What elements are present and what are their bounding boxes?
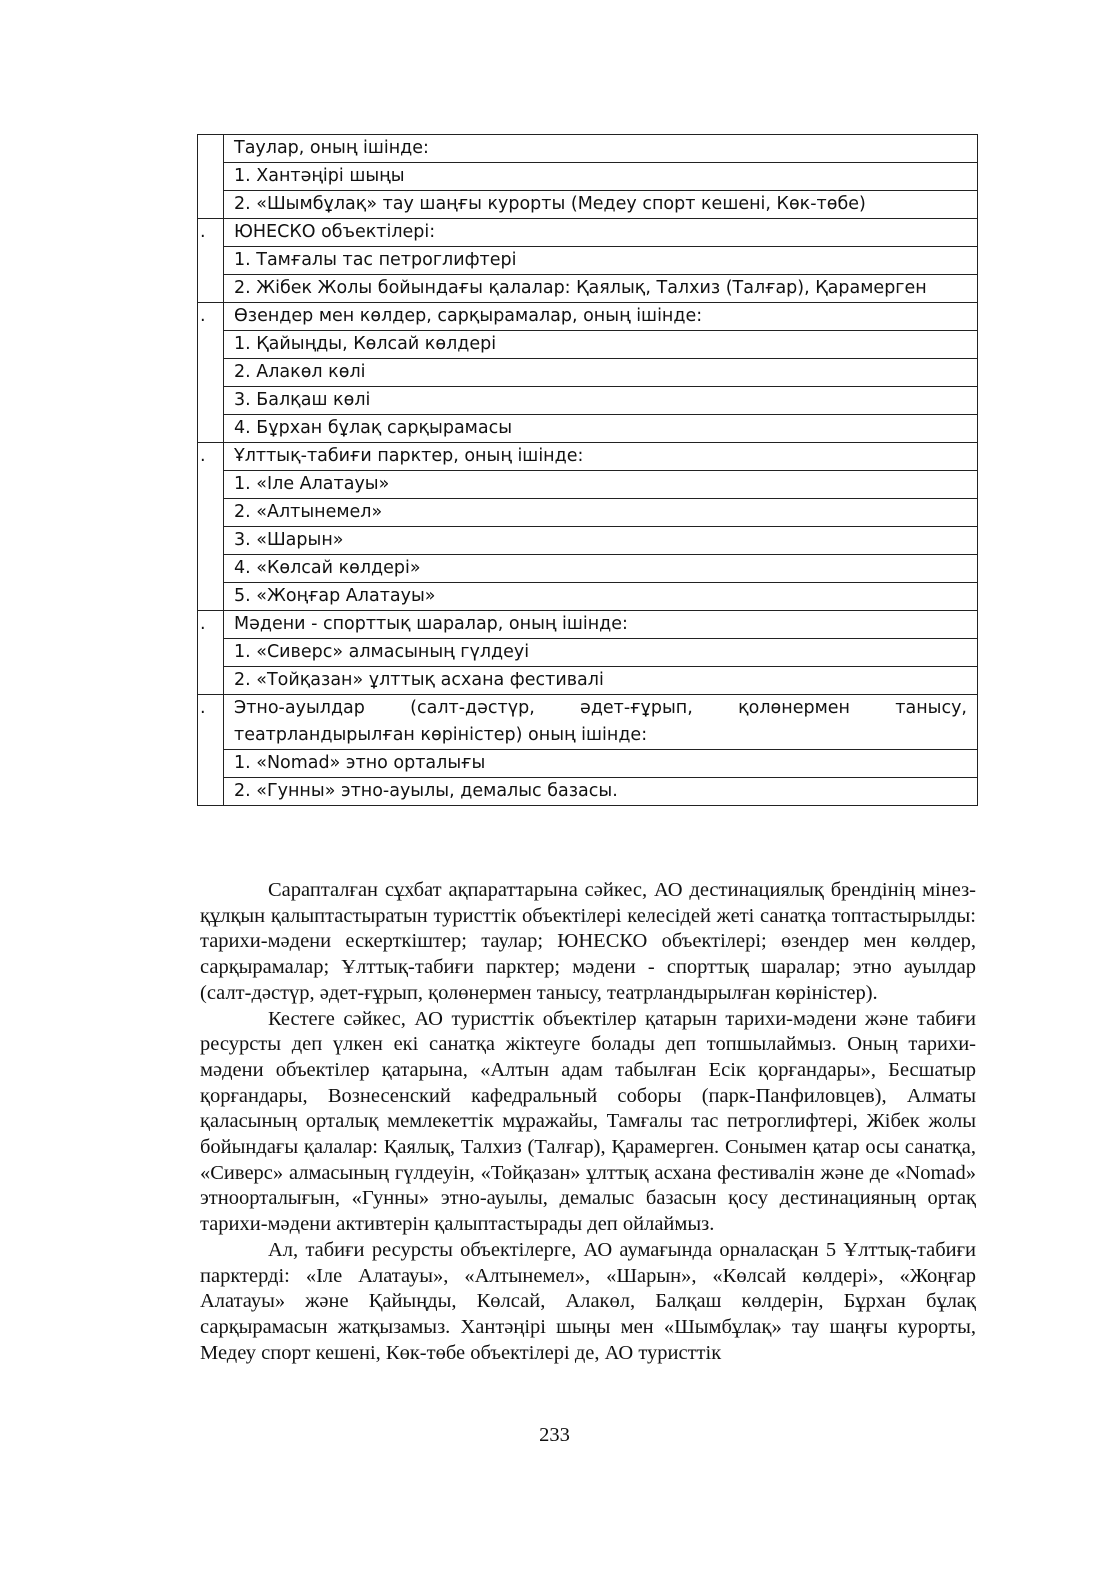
item-cell: 2. «Гунны» этно-ауылы, демалыс базасы. xyxy=(224,778,978,806)
row-number-cell xyxy=(198,778,224,806)
category-heading-cell: Мәдени - спорттық шаралар, оның ішінде: xyxy=(224,611,978,639)
table-row xyxy=(198,303,978,331)
row-marker: . xyxy=(200,698,206,718)
table-row xyxy=(198,471,978,499)
row-number-cell xyxy=(198,611,224,639)
table-row xyxy=(198,387,978,415)
row-marker: . xyxy=(200,446,206,466)
table-row xyxy=(198,639,978,667)
row-marker: . xyxy=(200,222,206,242)
row-number-cell xyxy=(198,499,224,527)
table-row xyxy=(198,415,978,443)
page-number: 233 xyxy=(539,1424,570,1446)
category-heading-cell: ЮНЕСКО объектілері: xyxy=(224,219,978,247)
table-row xyxy=(198,443,978,471)
row-number-cell xyxy=(198,359,224,387)
row-number-cell xyxy=(198,163,224,191)
row-number-cell xyxy=(198,415,224,443)
paragraph-3: Ал, табиғи ресурсты объектілерге, АО аумағында орналасқан 5 Ұлттық-табиғи парктерді: «Іле Алатауы», «Алтынемел», «Шарын», «Көлсай көлдері», «Жоңғар Алатауы» және Қайыңды, Көлсай, Алакөл, Балқаш көлдерін, Бұрхан бұлақ сарқырамасын жатқызамыз. Хантәңірі шыңы мен «Шымбұлақ» тау шаңғы курорты, Медеу спорт кешені, Көк-төбе объектілері де, АО туристтік xyxy=(200,1238,976,1364)
row-number-cell xyxy=(198,471,224,499)
item-cell: 2. «Шымбұлақ» тау шаңғы курорты (Медеу спорт кешені, Көк-төбе) xyxy=(224,191,978,219)
table-row xyxy=(198,499,978,527)
table-row xyxy=(198,275,978,303)
row-number-cell xyxy=(198,667,224,695)
category-heading-cell: Таулар, оның ішінде: xyxy=(224,135,978,163)
category-heading-cell: Этно-ауылдар (салт-дәстүр, әдет-ғұрып, қолөнермен танысу, театрландырылған көріністер) оның ішінде: xyxy=(224,695,978,750)
row-marker: . xyxy=(200,306,206,326)
item-cell: 2. Жібек Жолы бойындағы қалалар: Қаялық, Талхиз (Талғар), Қарамерген xyxy=(224,275,978,303)
table-row xyxy=(198,163,978,191)
row-number-cell xyxy=(198,555,224,583)
item-cell: 1. Тамғалы тас петроглифтері xyxy=(224,247,978,275)
table-row xyxy=(198,247,978,275)
row-number-cell xyxy=(198,135,224,163)
row-number-cell xyxy=(198,331,224,359)
table-row xyxy=(198,359,978,387)
row-number-cell xyxy=(198,750,224,778)
table-row xyxy=(198,135,978,163)
item-cell: 1. «Сиверс» алмасының гүлдеуі xyxy=(224,639,978,667)
paragraph-1: Сарапталған сұхбат ақпараттарына сәйкес, АО дестинациялық брендінің мінез-құлқын қалыптастыратын туристтік объектілері келесідей жеті санатқа топтастырылды: тарихи-мәдени ескерткіштер; таулар; ЮНЕСКО объектілері; өзендер мен көлдер, сарқырамалар; Ұлттық-табиғи парктер; мәдени - спорттық шаралар; этно ауылдар (салт-дәстүр, әдет-ғұрып, қолөнермен танысу, театрландырылған көріністер). xyxy=(200,879,976,1004)
item-cell: 1. «Nomad» этно орталығы xyxy=(224,750,978,778)
item-cell: 1. Қайыңды, Көлсай көлдері xyxy=(224,331,978,359)
item-cell: 4. «Көлсай көлдері» xyxy=(224,555,978,583)
table-row xyxy=(198,219,978,247)
item-cell: 3. Балқаш көлі xyxy=(224,387,978,415)
paragraph-2: Кестеге сәйкес, АО туристтік объектілер қатарын тарихи-мәдени және табиғи ресурсты деп үлкен екі санатқа жіктеуге болады деп топшылаймыз. Оның тарихи-мәдени объектілер қатарына, «Алтын адам табылған Есік қорғандары», Бесшатыр қорғандары, Вознесенский кафедральный соборы (парк-Панфиловцев), Алматы қаласының орталық мемлекеттік мұражайы, Тамғалы тас петроглифтері, Жібек жолы бойындағы қалалар: Қаялық, Талхиз (Талғар), Қарамерген. Сонымен қатар осы санатқа, «Сиверс» алмасының гүлдеуін, «Тойқазан» ұлттық асхана фестивалін және де «Nomad» этноорталығын, «Гунны» этно-ауылы, демалыс базасын қосу дестинацияның ортақ тарихи-мәдени активтерін қалыптастырады деп ойлаймыз. xyxy=(200,1007,976,1236)
item-cell: 2. Алакөл көлі xyxy=(224,359,978,387)
item-cell: 3. «Шарын» xyxy=(224,527,978,555)
table-row xyxy=(198,611,978,639)
table-row xyxy=(198,778,978,806)
row-number-cell xyxy=(198,275,224,303)
table-row xyxy=(198,331,978,359)
item-cell: 2. «Алтынемел» xyxy=(224,499,978,527)
category-heading-cell: Өзендер мен көлдер, сарқырамалар, оның ішінде: xyxy=(224,303,978,331)
row-number-cell xyxy=(198,695,224,750)
table-row xyxy=(198,583,978,611)
item-cell: 4. Бұрхан бұлақ сарқырамасы xyxy=(224,415,978,443)
row-number-cell xyxy=(198,387,224,415)
row-number-cell xyxy=(198,219,224,247)
item-cell: 1. Хантәңірі шыңы xyxy=(224,163,978,191)
table-row xyxy=(198,667,978,695)
table-row xyxy=(198,750,978,778)
table-row xyxy=(198,695,978,750)
item-cell: 2. «Тойқазан» ұлттық асхана фестивалі xyxy=(224,667,978,695)
category-heading-cell: Ұлттық-табиғи парктер, оның ішінде: xyxy=(224,443,978,471)
table-row xyxy=(198,191,978,219)
row-number-cell xyxy=(198,443,224,471)
row-marker: . xyxy=(200,614,206,634)
row-number-cell xyxy=(198,583,224,611)
row-number-cell xyxy=(198,639,224,667)
row-number-cell xyxy=(198,303,224,331)
item-cell: 5. «Жоңғар Алатауы» xyxy=(224,583,978,611)
table-row xyxy=(198,527,978,555)
item-cell: 1. «Іле Алатауы» xyxy=(224,471,978,499)
table-row xyxy=(198,555,978,583)
body-text xyxy=(200,878,976,1366)
row-number-cell xyxy=(198,527,224,555)
tourism-objects-table xyxy=(197,134,978,806)
row-number-cell xyxy=(198,247,224,275)
row-number-cell xyxy=(198,191,224,219)
